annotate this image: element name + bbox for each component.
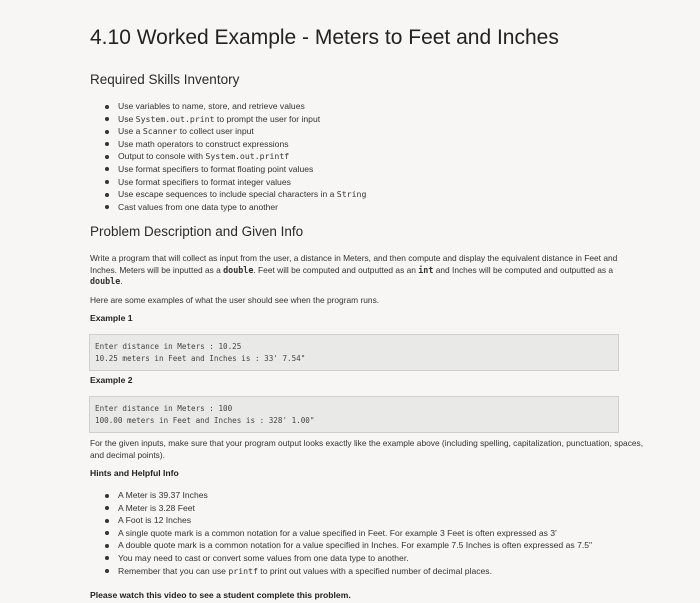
hint-item <box>103 527 592 540</box>
skill-item-code: Scanner <box>142 126 178 137</box>
page-title: 4.10 Worked Example - Meters to Feet and Inches <box>90 26 559 49</box>
skill-item <box>103 163 366 176</box>
skill-item-pre: Output to console with <box>118 151 206 162</box>
hint-item-pre: A Foot is 12 Inches <box>118 515 192 526</box>
hint-item-pre: A double quote mark is a common notation for a value specified in Inches. For example 7.5 Inches is often expressed as 7.5" <box>118 540 593 551</box>
skill-item-post: to prompt the user for input <box>214 113 321 124</box>
example-1-label: Example 1 <box>90 313 133 323</box>
skill-item-pre: Use variables to name, store, and retrieve values <box>118 101 305 111</box>
problem-description <box>90 253 645 288</box>
skills-heading: Required Skills Inventory <box>90 72 240 87</box>
example-2-output <box>89 396 619 433</box>
hint-item-pre: You may need to cast or convert some values from one data type to another. <box>118 552 409 563</box>
code-double-2: double <box>90 276 121 287</box>
example-2-label: Example 2 <box>90 375 133 385</box>
hint-item <box>103 552 592 565</box>
skill-item-post: to collect user input <box>177 126 254 137</box>
skill-item <box>103 201 366 214</box>
hint-item <box>103 565 592 578</box>
example-1-line-1: Enter distance in Meters : 10.25 <box>95 342 242 351</box>
hint-item-post: to print out values with a specified number of decimal places. <box>257 565 492 576</box>
skill-item-pre: Use a <box>118 126 143 137</box>
output-instructions: For the given inputs, make sure that your program output looks exactly like the example above (including spelling, capitalization, punctuation, spaces, and decimal points). <box>90 438 644 460</box>
skill-item-pre: Use escape sequences to include special characters in a <box>118 189 337 200</box>
hints-list <box>103 489 592 577</box>
hint-item <box>103 489 592 502</box>
code-int: int <box>418 264 434 275</box>
hint-item <box>103 502 592 515</box>
hint-item-pre: A single quote mark is a common notation for a value specified in Feet. For example 3 Feet is often expressed as 3' <box>118 527 557 538</box>
hints-label: Hints and Helpful Info <box>90 468 179 478</box>
skill-item <box>103 150 366 163</box>
hint-item <box>103 539 592 552</box>
skill-item <box>103 176 366 189</box>
desc-text-1: Write a program that will collect as input from the user, a distance in Meters, and then compute and display the equivalent distance in Feet and Inches. Meters will be inputted as a <box>90 253 618 275</box>
desc-text-4: . <box>120 276 123 287</box>
hint-item-pre: Remember that you can use <box>118 565 229 576</box>
desc-text-2: . Feet will be computed and outputted as an <box>253 264 419 275</box>
skill-item-pre: Use <box>118 113 136 124</box>
skill-item <box>103 100 366 113</box>
hint-item-pre: A Meter is 3.28 Feet <box>118 502 195 513</box>
skills-list <box>103 100 366 213</box>
skill-item-code: String <box>336 189 367 200</box>
desc-text-3: and Inches will be computed and outputted as a <box>433 264 614 275</box>
example-1-line-2: 10.25 meters in Feet and Inches is : 33' 7.54" <box>95 353 306 363</box>
example-1-output <box>89 334 619 371</box>
hint-item-code: printf <box>228 565 258 576</box>
skill-item-pre: Use math operators to construct expressions <box>118 138 289 149</box>
hint-item <box>103 514 592 527</box>
skill-item-pre: Use format specifiers to format floating point values <box>118 163 314 174</box>
code-double: double <box>223 264 254 275</box>
examples-intro: Here are some examples of what the user should see when the program runs. <box>90 295 380 305</box>
skill-item-pre: Cast values from one data type to another <box>118 201 279 212</box>
skill-item-code: System.out.print <box>135 113 215 124</box>
example-2-line-2: 100.00 meters in Feet and Inches is : 328' 1.00" <box>95 415 315 425</box>
hint-item-pre: A Meter is 39.37 Inches <box>118 490 208 500</box>
video-note: Please watch this video to see a student complete this problem. <box>90 590 351 600</box>
problem-heading: Problem Description and Given Info <box>90 224 304 239</box>
skill-item <box>103 113 366 126</box>
skill-item-pre: Use format specifiers to format integer values <box>118 176 291 187</box>
skill-item <box>103 138 366 151</box>
skill-item-code: System.out.printf <box>205 151 290 162</box>
skill-item <box>103 188 366 201</box>
example-2-line-1: Enter distance in Meters : 100 <box>95 404 233 413</box>
skill-item <box>103 125 366 138</box>
